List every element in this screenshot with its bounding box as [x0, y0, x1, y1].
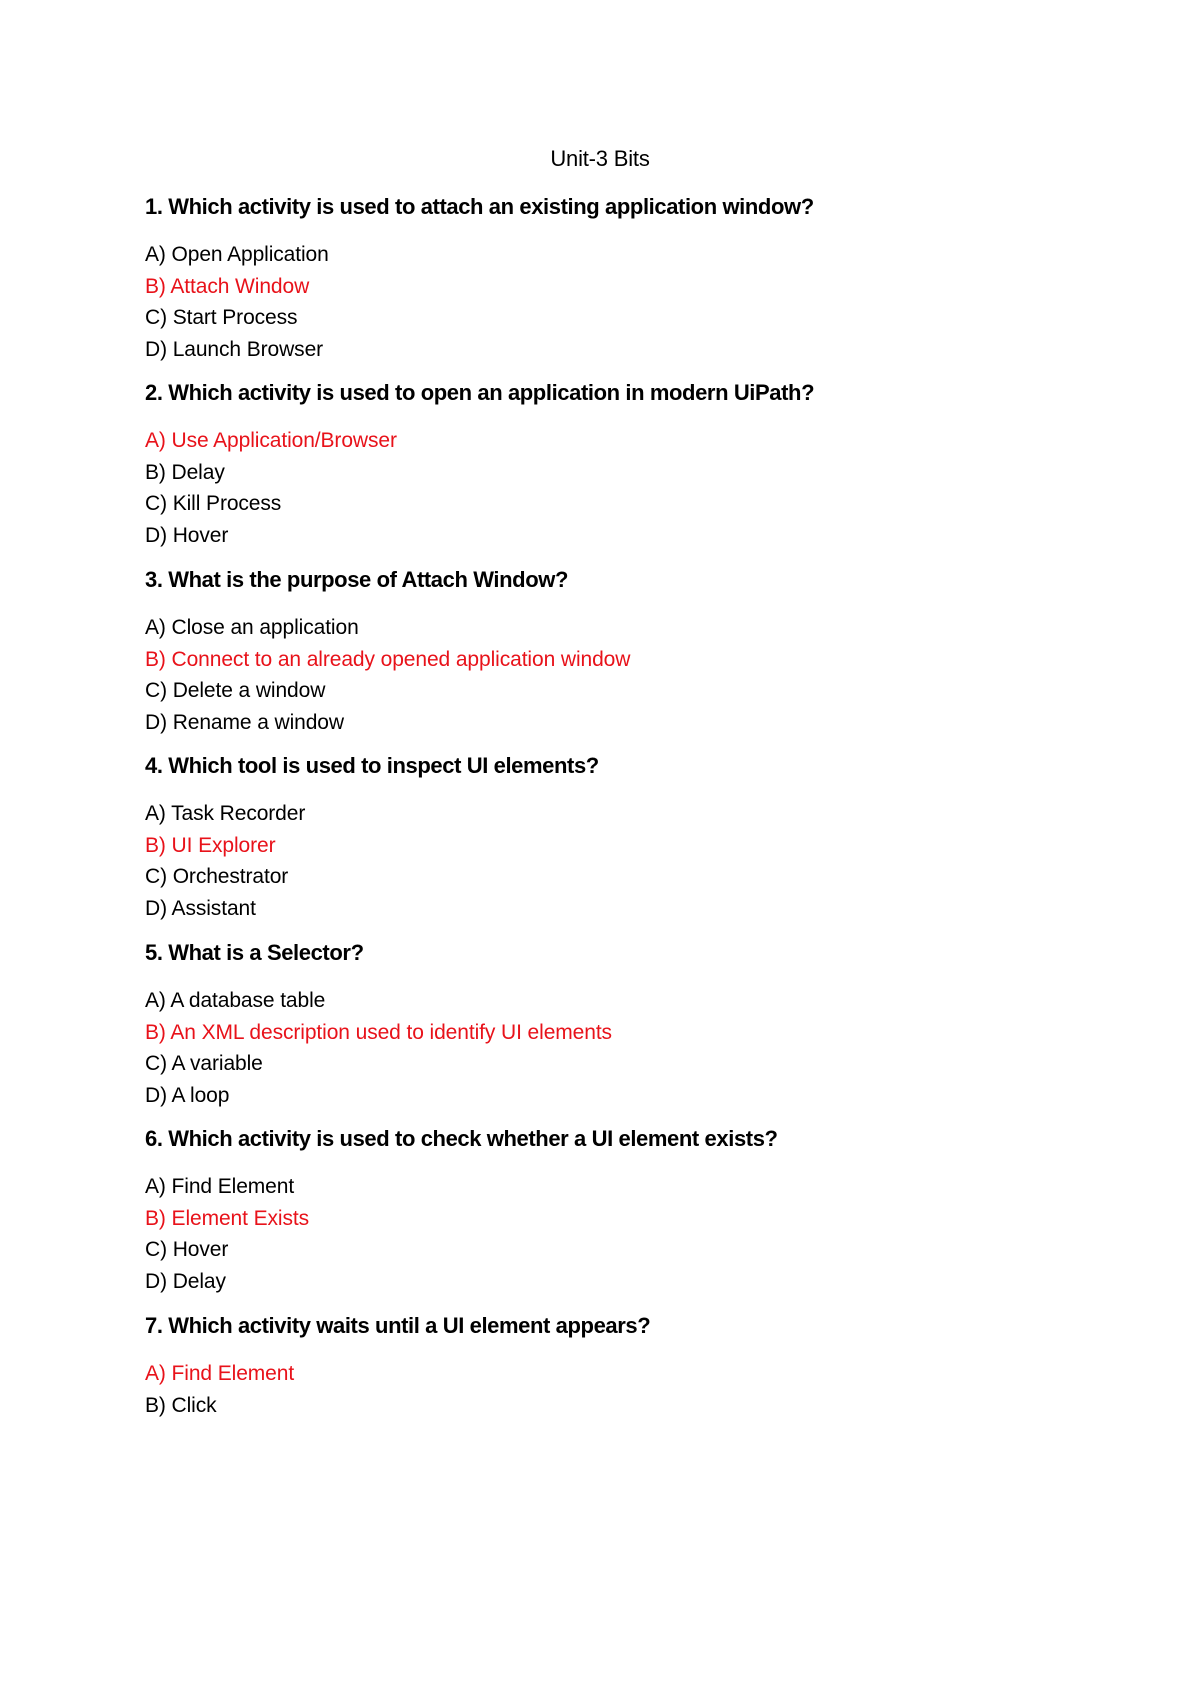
question-4-option-a: A) Task Recorder [145, 802, 306, 825]
question-4-option-b-correct-answer: B) UI Explorer [145, 834, 276, 857]
question-3-option-c: C) Delete a window [145, 679, 326, 702]
question-3-option-a: A) Close an application [145, 616, 359, 639]
question-2-option-a-correct-answer: A) Use Application/Browser [145, 429, 397, 452]
question-5-option-c: C) A variable [145, 1052, 263, 1075]
question-2: 2. Which activity is used to open an application in modern UiPath? [145, 380, 815, 405]
question-3-option-d: D) Rename a window [145, 711, 344, 734]
question-1-option-b-correct-answer: B) Attach Window [145, 275, 310, 298]
question-5-option-b-correct-answer: B) An XML description used to identify UI elements [145, 1021, 612, 1044]
question-2-option-c: C) Kill Process [145, 492, 282, 515]
question-4: 4. Which tool is used to inspect UI elements? [145, 753, 599, 778]
question-2-option-b: B) Delay [145, 461, 225, 484]
question-4-option-c: C) Orchestrator [145, 865, 289, 888]
question-6-option-c: C) Hover [145, 1238, 229, 1261]
question-1-option-d: D) Launch Browser [145, 338, 324, 361]
question-6: 6. Which activity is used to check whether a UI element exists? [145, 1126, 778, 1151]
question-3: 3. What is the purpose of Attach Window? [145, 567, 568, 592]
question-7-option-b: B) Click [145, 1394, 217, 1417]
document-title: Unit-3 Bits [550, 146, 650, 171]
question-5-option-a: A) A database table [145, 989, 326, 1012]
question-7-option-a-correct-answer: A) Find Element [145, 1362, 295, 1385]
question-7: 7. Which activity waits until a UI element appears? [145, 1313, 651, 1338]
question-4-option-d: D) Assistant [145, 897, 256, 920]
question-1-option-c: C) Start Process [145, 306, 298, 329]
question-1-option-a: A) Open Application [145, 243, 329, 266]
question-2-option-d: D) Hover [145, 524, 229, 547]
question-6-option-a: A) Find Element [145, 1175, 295, 1198]
question-5: 5. What is a Selector? [145, 940, 364, 965]
question-1: 1. Which activity is used to attach an existing application window? [145, 194, 814, 219]
question-5-option-d: D) A loop [145, 1084, 230, 1107]
question-3-option-b-correct-answer: B) Connect to an already opened application window [145, 648, 631, 671]
question-6-option-d: D) Delay [145, 1270, 226, 1293]
question-6-option-b-correct-answer: B) Element Exists [145, 1207, 310, 1230]
